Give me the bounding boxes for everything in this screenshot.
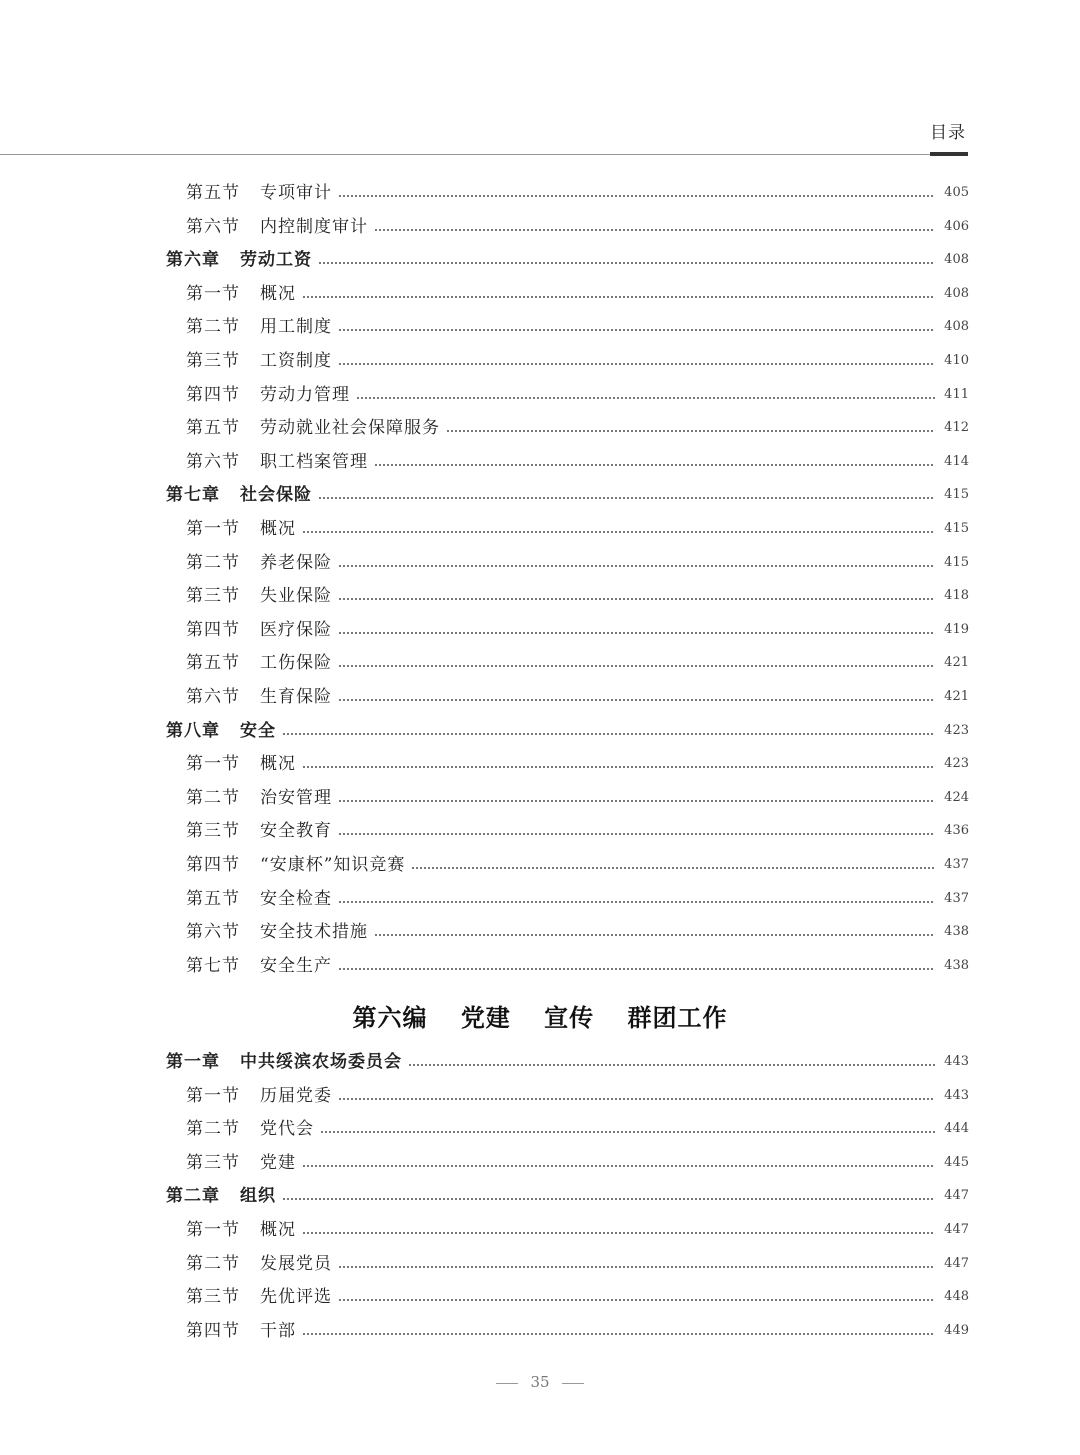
entry-title: 劳动工资: [240, 250, 312, 271]
entry-page-number: 421: [944, 655, 969, 671]
dot-leader: [338, 699, 935, 701]
entry-number: 第二节: [186, 1253, 240, 1274]
entry-title: 用工制度: [260, 317, 332, 338]
entry-number: 第二节: [186, 552, 240, 573]
entry-page-number: 415: [944, 521, 969, 536]
entry-title: 职工档案管理: [260, 451, 368, 472]
entry-title: 安全检查: [260, 888, 332, 909]
entry-page-number: 437: [944, 857, 969, 872]
entry-title: 医疗保险: [260, 619, 332, 640]
header-rule: [0, 154, 968, 155]
entry-page-number: 411: [944, 386, 969, 402]
dot-leader: [338, 968, 935, 970]
dot-leader: [302, 296, 935, 298]
toc-section-entry[interactable]: [0, 752, 1080, 776]
entry-page-number: 408: [944, 319, 969, 335]
dot-leader: [338, 1299, 935, 1301]
dot-leader: [338, 598, 935, 600]
entry-number: 第二节: [186, 1119, 240, 1140]
entry-title: 先优评选: [260, 1287, 332, 1308]
toc-section-entry[interactable]: [0, 383, 1080, 407]
dot-leader: [338, 800, 935, 802]
toc-section-entry[interactable]: [0, 786, 1080, 810]
toc-section-entry[interactable]: [0, 215, 1080, 239]
toc-section-entry[interactable]: [0, 315, 1080, 339]
dot-leader: [338, 329, 935, 331]
dot-leader: [374, 464, 935, 466]
toc-section-entry[interactable]: [0, 651, 1080, 675]
entry-title: 概况: [260, 519, 296, 539]
entry-number: 第五节: [186, 888, 240, 909]
entry-number: 第三节: [186, 1287, 240, 1308]
entry-page-number: 408: [944, 285, 969, 301]
entry-number: 第六节: [186, 687, 240, 707]
entry-title: 内控制度审计: [260, 216, 368, 237]
entry-page-number: 423: [944, 722, 969, 738]
entry-page-number: 437: [944, 890, 969, 906]
entry-title: 养老保险: [260, 552, 332, 573]
entry-title: 党代会: [260, 1119, 314, 1140]
toc-section-entry[interactable]: [0, 1319, 1080, 1343]
entry-page-number: 447: [944, 1188, 969, 1204]
dot-leader: [318, 262, 935, 264]
toc-section-entry[interactable]: [0, 887, 1080, 911]
header-accent-bar: [930, 152, 968, 156]
entry-title: 组织: [240, 1186, 276, 1207]
entry-number: 第三节: [186, 1152, 240, 1173]
entry-page-number: 438: [944, 924, 969, 940]
entry-title: 概况: [260, 754, 296, 775]
dot-leader: [338, 901, 935, 903]
toc-section-entry[interactable]: [0, 853, 1080, 877]
entry-page-number: 406: [944, 218, 969, 234]
toc-section-entry[interactable]: [0, 618, 1080, 642]
entry-number: 第六节: [186, 922, 240, 943]
entry-page-number: 412: [944, 420, 969, 436]
dot-leader: [282, 1198, 935, 1200]
entry-title: 生育保险: [260, 687, 332, 707]
dot-leader: [318, 497, 935, 499]
entry-page-number: 448: [944, 1289, 969, 1305]
dot-leader: [356, 397, 935, 399]
part-topic-2: 宣传: [544, 1003, 595, 1032]
entry-page-number: 444: [944, 1121, 969, 1137]
toc-section-entry[interactable]: [0, 450, 1080, 474]
part-heading: [0, 998, 1080, 1033]
footer-dash-right: [562, 1383, 584, 1384]
toc-chapter-entry[interactable]: [0, 483, 1080, 507]
entry-title: 干部: [260, 1320, 296, 1341]
entry-page-number: 436: [944, 823, 969, 839]
entry-title: 安全: [240, 720, 276, 741]
toc-section-entry[interactable]: [0, 920, 1080, 944]
dot-leader: [320, 1131, 935, 1133]
entry-page-number: 421: [944, 689, 969, 704]
entry-page-number: 415: [944, 554, 969, 570]
entry-title: 安全生产: [260, 955, 332, 976]
entry-number: 第六章: [166, 250, 220, 271]
toc-section-entry[interactable]: [0, 1218, 1080, 1242]
entry-number: 第一节: [186, 754, 240, 775]
entry-title: “安康杯”知识竞赛: [260, 855, 406, 875]
entry-number: 第一节: [186, 519, 240, 539]
dot-leader: [302, 531, 935, 533]
entry-number: 第四节: [186, 855, 240, 875]
entry-page-number: 447: [944, 1222, 969, 1237]
entry-page-number: 424: [944, 789, 969, 805]
dot-leader: [338, 1266, 935, 1268]
dot-leader: [374, 934, 935, 936]
dot-leader: [338, 1098, 935, 1100]
dot-leader: [338, 665, 935, 667]
entry-page-number: 408: [944, 252, 969, 268]
dot-leader: [282, 733, 935, 735]
entry-title: 治安管理: [260, 787, 332, 808]
entry-title: 社会保险: [240, 485, 312, 506]
toc-section-entry[interactable]: [0, 819, 1080, 843]
entry-page-number: 443: [944, 1087, 969, 1103]
entry-page-number: 443: [944, 1054, 969, 1069]
dot-leader: [411, 867, 935, 869]
dot-leader: [302, 1333, 935, 1335]
entry-title: 失业保险: [260, 586, 332, 607]
dot-leader: [338, 632, 935, 634]
dot-leader: [408, 1064, 935, 1066]
entry-page-number: 423: [944, 756, 969, 772]
entry-number: 第八章: [166, 720, 220, 741]
entry-number: 第三节: [186, 586, 240, 607]
entry-page-number: 445: [944, 1154, 969, 1170]
entry-number: 第七章: [166, 485, 220, 506]
entry-number: 第四节: [186, 619, 240, 640]
toc-section-entry[interactable]: [0, 282, 1080, 306]
entry-title: 劳动就业社会保障服务: [260, 418, 440, 439]
dot-leader: [446, 430, 935, 432]
entry-title: 概况: [260, 283, 296, 304]
toc-chapter-entry[interactable]: [0, 719, 1080, 743]
toc-section-entry[interactable]: [0, 1151, 1080, 1175]
entry-page-number: 419: [944, 621, 969, 637]
toc-section-entry[interactable]: [0, 181, 1080, 205]
toc-section-entry[interactable]: [0, 584, 1080, 608]
entry-page-number: 418: [944, 588, 969, 604]
entry-title: 中共绥滨农场委员会: [240, 1052, 402, 1072]
entry-title: 专项审计: [260, 183, 332, 203]
entry-page-number: 449: [944, 1322, 969, 1338]
entry-number: 第一节: [186, 1220, 240, 1240]
entry-title: 安全技术措施: [260, 922, 368, 943]
dot-leader: [302, 1165, 935, 1167]
dot-leader: [338, 195, 935, 197]
dot-leader: [338, 363, 935, 365]
dot-leader: [374, 229, 935, 231]
entry-number: 第二节: [186, 317, 240, 338]
entry-title: 党建: [260, 1152, 296, 1173]
dot-leader: [302, 766, 935, 768]
entry-number: 第三节: [186, 351, 240, 371]
part-number: 第六编: [352, 1003, 428, 1032]
toc-section-entry[interactable]: [0, 685, 1080, 709]
entry-number: 第五节: [186, 418, 240, 439]
toc-section-entry[interactable]: [0, 1252, 1080, 1276]
entry-number: 第四节: [186, 384, 240, 405]
dot-leader: [338, 565, 935, 567]
entry-number: 第六节: [186, 451, 240, 472]
toc-chapter-entry[interactable]: [0, 1050, 1080, 1074]
page-footer: [0, 1373, 1080, 1391]
entry-number: 第四节: [186, 1320, 240, 1341]
entry-title: 概况: [260, 1220, 296, 1240]
entry-title: 发展党员: [260, 1253, 332, 1274]
toc-chapter-entry[interactable]: [0, 248, 1080, 272]
footer-dash-left: [496, 1383, 518, 1384]
dot-leader: [302, 1232, 935, 1234]
toc-section-entry[interactable]: [0, 349, 1080, 373]
entry-title: 安全教育: [260, 821, 332, 842]
running-header: 目录: [930, 123, 966, 143]
page-number: 35: [530, 1373, 550, 1391]
toc-section-entry[interactable]: [0, 517, 1080, 541]
entry-number: 第一章: [166, 1052, 220, 1072]
entry-title: 劳动力管理: [260, 384, 350, 405]
toc-section-entry[interactable]: [0, 954, 1080, 978]
entry-number: 第三节: [186, 821, 240, 842]
toc-section-entry[interactable]: [0, 551, 1080, 575]
part-topic-3: 群团工作: [627, 1003, 728, 1032]
entry-title: 工资制度: [260, 351, 332, 371]
toc-section-entry[interactable]: [0, 1285, 1080, 1309]
entry-page-number: 415: [944, 487, 969, 503]
entry-title: 历届党委: [260, 1085, 332, 1106]
entry-page-number: 414: [944, 453, 969, 469]
entry-number: 第六节: [186, 216, 240, 237]
entry-page-number: 410: [944, 353, 969, 368]
entry-page-number: 405: [944, 185, 969, 200]
entry-number: 第五节: [186, 183, 240, 203]
toc-section-entry[interactable]: [0, 416, 1080, 440]
entry-number: 第七节: [186, 955, 240, 976]
dot-leader: [338, 833, 935, 835]
entry-number: 第五节: [186, 653, 240, 674]
toc-section-entry[interactable]: [0, 1084, 1080, 1108]
entry-number: 第一节: [186, 1085, 240, 1106]
entry-page-number: 447: [944, 1255, 969, 1271]
toc-section-entry[interactable]: [0, 1117, 1080, 1141]
entry-number: 第二章: [166, 1186, 220, 1207]
entry-number: 第二节: [186, 787, 240, 808]
entry-title: 工伤保险: [260, 653, 332, 674]
entry-page-number: 438: [944, 957, 969, 973]
entry-number: 第一节: [186, 283, 240, 304]
part-topic-1: 党建: [460, 1003, 511, 1032]
toc-chapter-entry[interactable]: [0, 1184, 1080, 1208]
